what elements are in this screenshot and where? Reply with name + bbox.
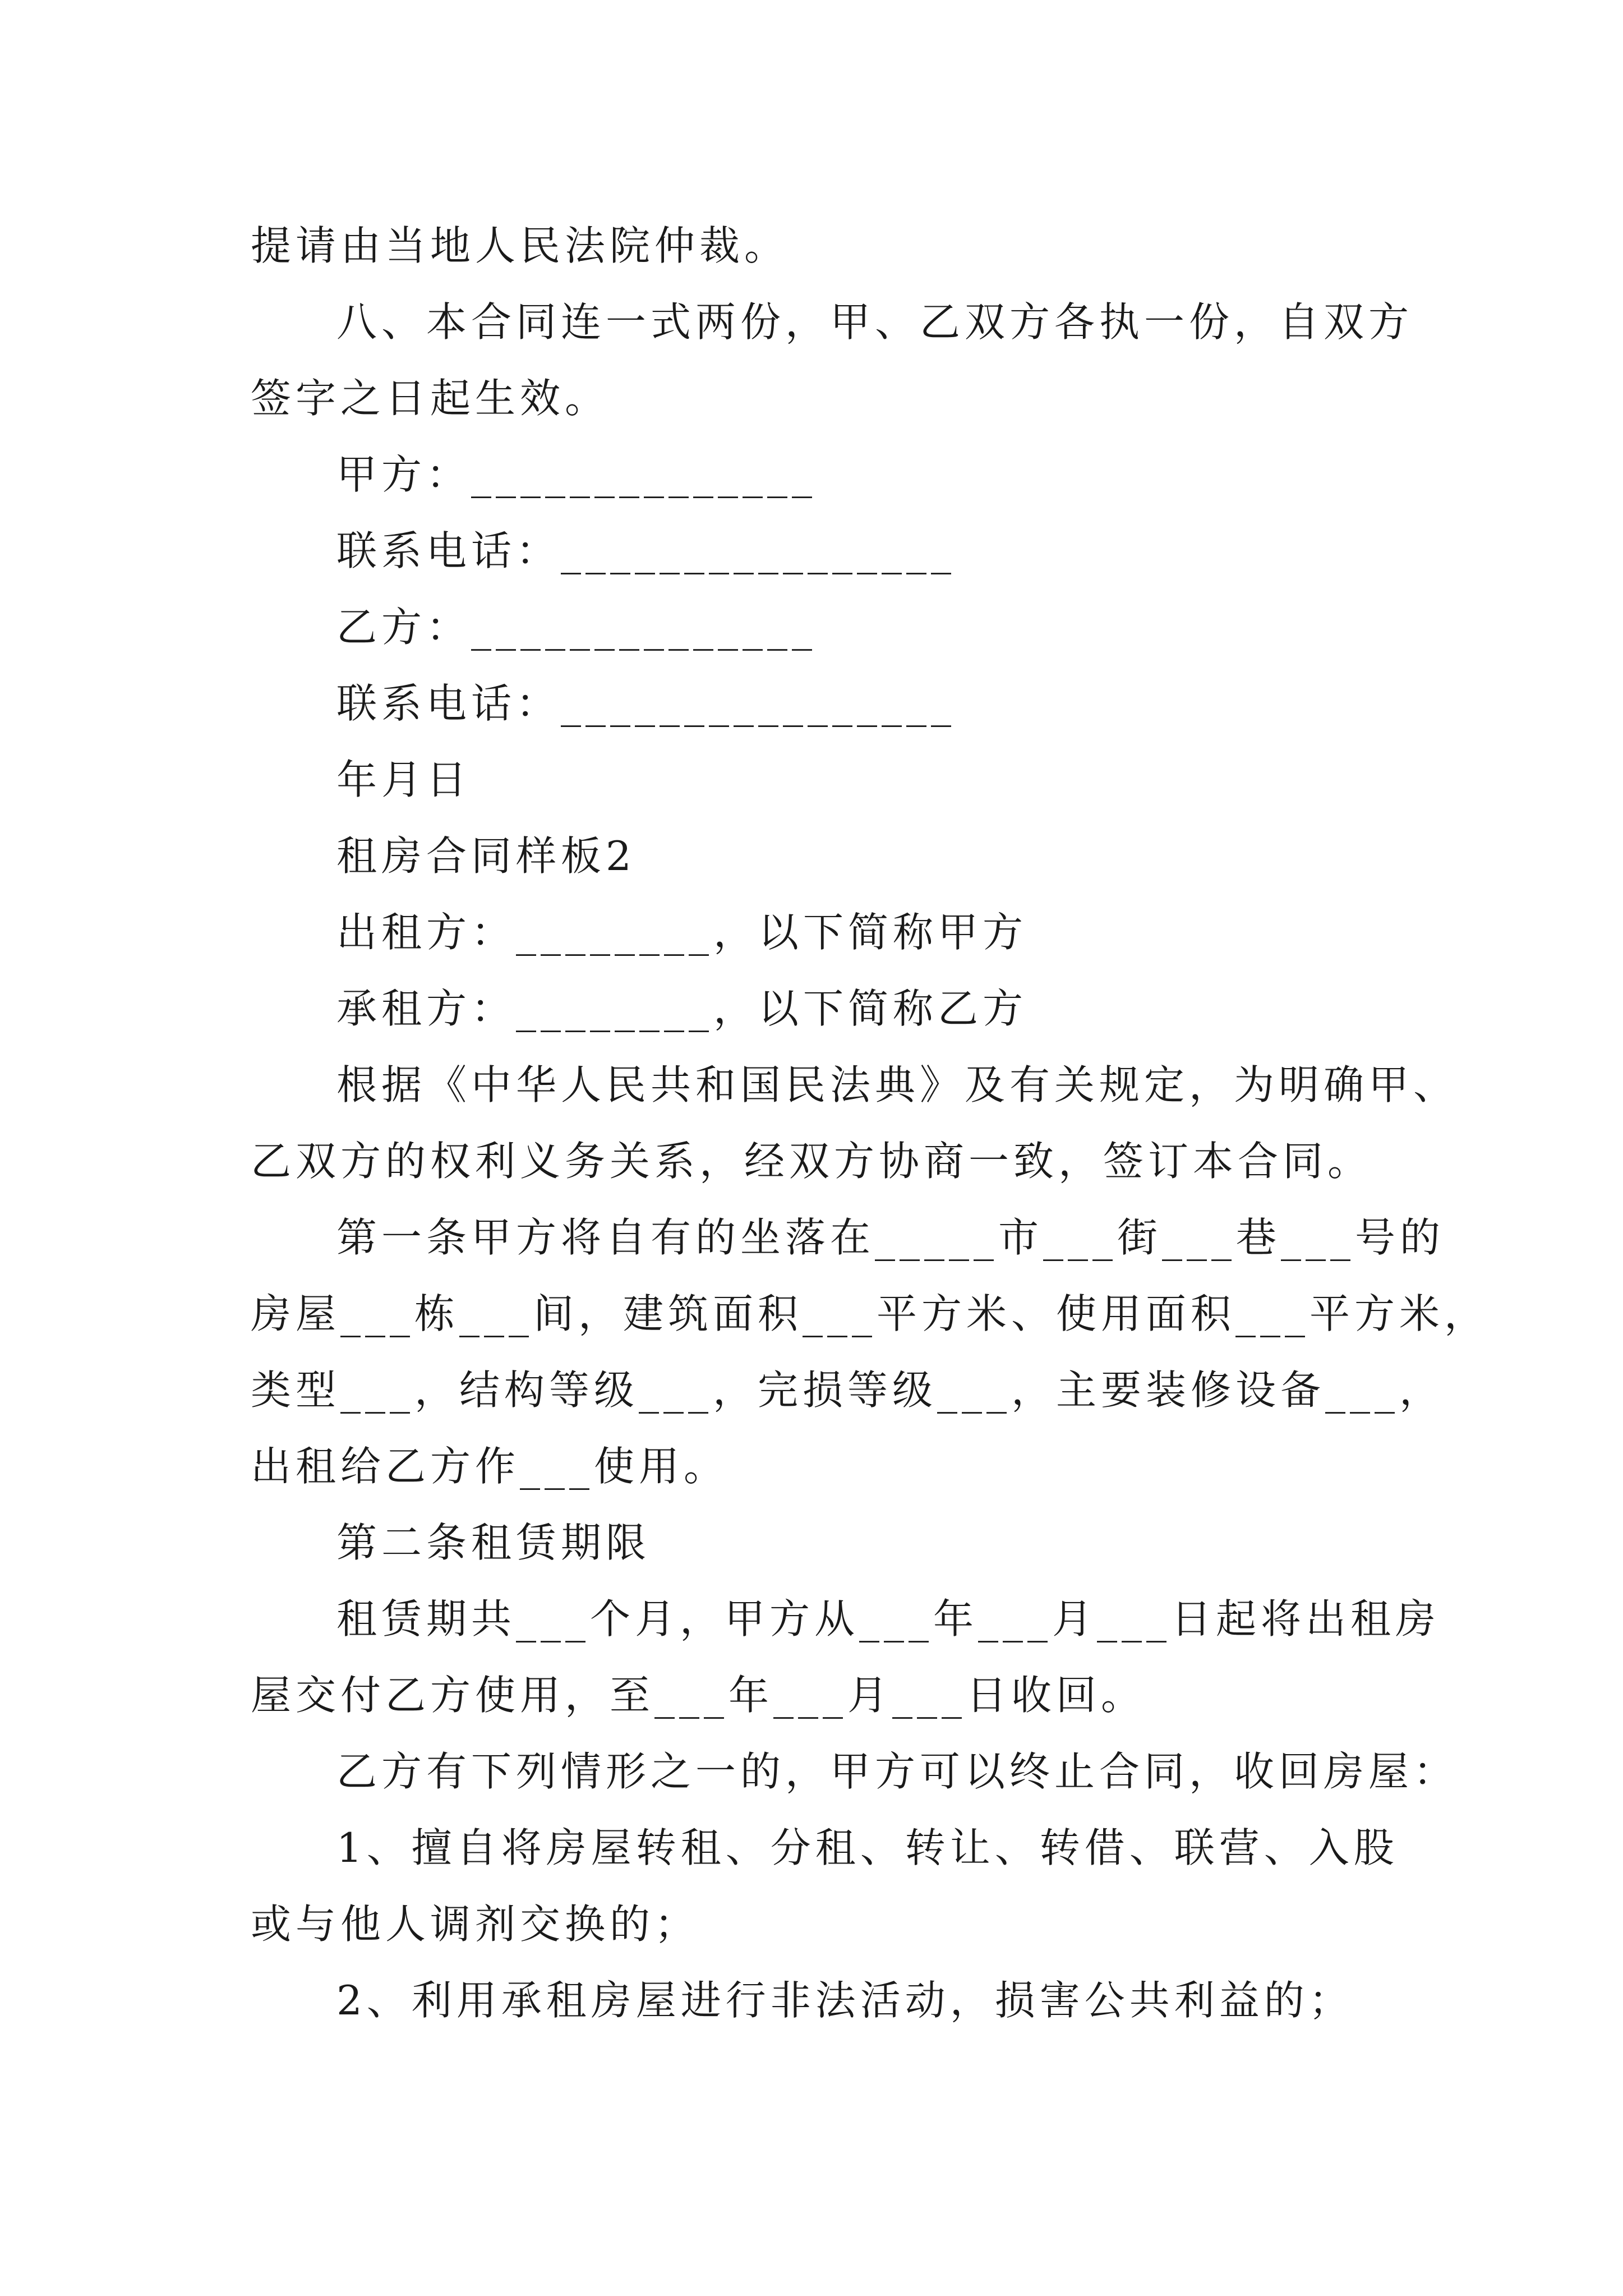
text-line: 签字之日起生效。 <box>251 375 610 422</box>
text-line: 第一条甲方将自有的坐落在_____市___街___巷___号的 <box>336 1214 1445 1261</box>
section-title: 租房合同样板2 <box>336 832 636 880</box>
party-b-phone-line: 联系电话：________________ <box>336 680 956 727</box>
text-line: 乙方有下列情形之一的，甲方可以终止合同，收回房屋： <box>336 1748 1459 1795</box>
text-line: 屋交付乙方使用，至___年___月___日收回。 <box>251 1672 1146 1719</box>
text-line: 提请由当地人民法院仲裁。 <box>251 222 790 269</box>
party-a-phone-line: 联系电话：________________ <box>336 527 956 574</box>
date-line: 年月日 <box>336 756 472 803</box>
text-line: 房屋___栋___间，建筑面积___平方米、使用面积___平方米， <box>251 1290 1490 1337</box>
text-line: 乙双方的权利义务关系，经双方协商一致，签订本合同。 <box>251 1138 1373 1185</box>
lessee-line: 承租方：________，以下简称乙方 <box>336 985 1028 1032</box>
document-body <box>251 208 1490 2039</box>
party-a-line: 甲方：______________ <box>336 451 817 498</box>
text-line: 2、利用承租房屋进行非法活动，损害公共利益的； <box>336 1977 1354 2024</box>
text-line: 类型___，结构等级___，完损等级___，主要装修设备___， <box>251 1366 1445 1414</box>
text-line: 出租给乙方作___使用。 <box>251 1443 729 1490</box>
party-b-line: 乙方：______________ <box>336 604 817 651</box>
lessor-line: 出租方：________，以下简称甲方 <box>336 909 1028 956</box>
text-line: 八、本合同连一式两份，甲、乙双方各执一份，自双方 <box>336 298 1414 346</box>
article-heading: 第二条租赁期限 <box>336 1519 651 1566</box>
text-line: 根据《中华人民共和国民法典》及有关规定，为明确甲、 <box>336 1061 1459 1108</box>
text-line: 或与他人调剂交换的； <box>251 1901 700 1948</box>
text-line: 1、擅自将房屋转租、分租、转让、转借、联营、入股 <box>336 1824 1399 1871</box>
text-line: 租赁期共___个月，甲方从___年___月___日起将出租房 <box>336 1595 1441 1642</box>
